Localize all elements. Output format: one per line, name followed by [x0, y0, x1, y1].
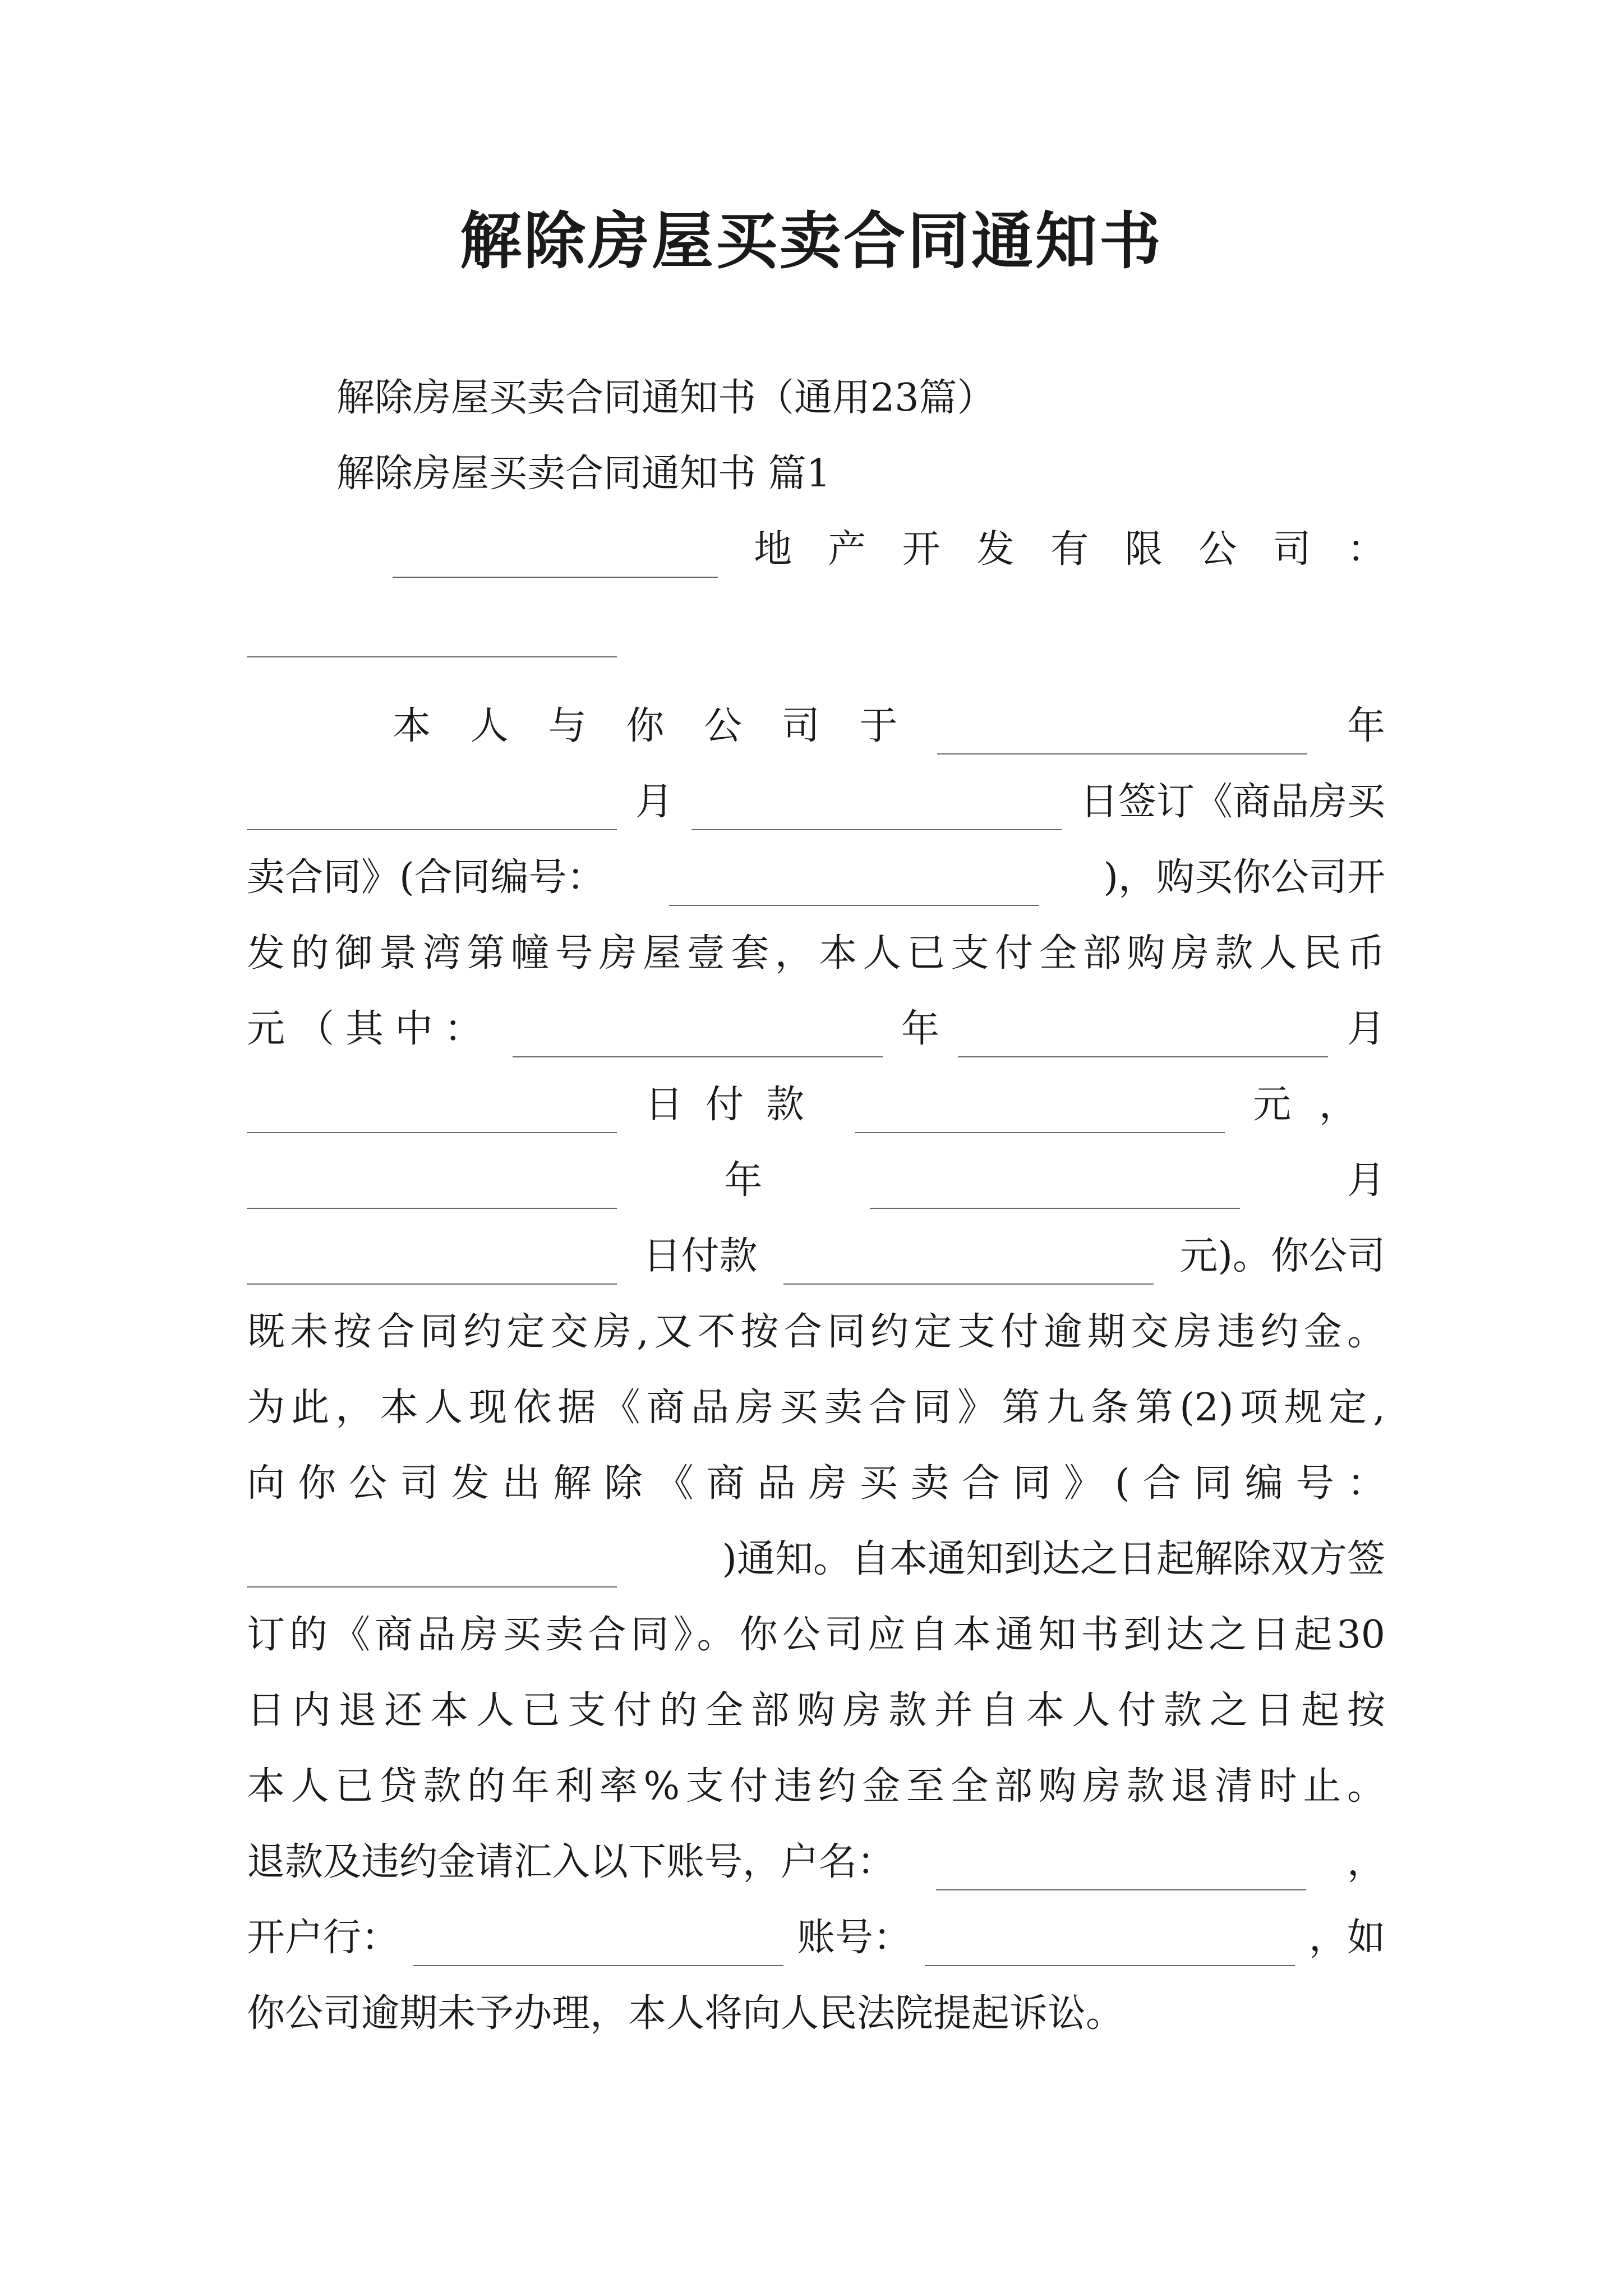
company-name-blank: [393, 543, 718, 578]
body-text: 元)。你公司: [1179, 1234, 1385, 1278]
body-line-2: [247, 774, 1385, 830]
body-char: 于: [859, 704, 898, 748]
body-text: 账号：: [796, 1916, 911, 1960]
body-text: 年: [724, 1158, 763, 1203]
addressee-char: 限: [1124, 527, 1163, 572]
payment1-amount-blank: [855, 1098, 1225, 1133]
addressee-name-blank: [247, 623, 617, 657]
body-text: )，购买你公司开: [1103, 855, 1385, 900]
addressee-line: [393, 522, 1385, 578]
payment1-month-blank: [958, 1023, 1328, 1057]
body-text: 年: [901, 1007, 939, 1051]
body-text: 日付款: [643, 1234, 758, 1278]
payment1-day-blank: [247, 1098, 617, 1133]
account-number-blank: [925, 1931, 1295, 1966]
body-text: 月: [1347, 1158, 1385, 1203]
document-subtitle: 解除房屋买卖合同通知书（通用23篇）: [336, 376, 995, 420]
body-text: 卖合同》(合同编号：: [247, 855, 605, 900]
body-line-4: 发的御景湾第幢号房屋壹套，本人已支付全部购房款人民币: [247, 931, 1385, 976]
payment1-year-blank: [513, 1023, 883, 1057]
addressee-char: 地: [754, 527, 792, 572]
body-char: 你: [626, 704, 665, 748]
body-text: 月: [1347, 1007, 1385, 1051]
addressee-char: 有: [1050, 527, 1089, 572]
body-line-1: [393, 698, 1385, 754]
contract-day-blank: [691, 795, 1062, 830]
contract-month-blank: [247, 795, 617, 830]
body-line-3: [247, 850, 1385, 906]
contract-year-blank: [937, 720, 1307, 754]
body-text: 月: [635, 780, 674, 824]
body-char: 司: [781, 704, 820, 748]
body-line-11: 向你公司发出解除《商品房买卖合同》(合同编号：: [247, 1461, 1385, 1506]
termination-contract-number-blank: [247, 1553, 617, 1588]
body-line-17: [247, 1910, 1385, 1966]
account-holder-blank: [936, 1856, 1306, 1890]
body-line-5: [247, 1001, 1385, 1057]
addressee-char: 司: [1272, 527, 1311, 572]
payment2-year-blank: [247, 1174, 617, 1209]
addressee-char: 开: [902, 527, 940, 572]
body-line-14: 日内退还本人已支付的全部购房款并自本人付款之日起按: [247, 1688, 1385, 1733]
body-line-6: [247, 1077, 1385, 1133]
body-char: 公: [704, 704, 743, 748]
body-text: 日付款: [644, 1083, 827, 1127]
addressee-char: 公: [1198, 527, 1237, 572]
body-text: ，如: [1308, 1916, 1385, 1960]
body-text: 退款及违约金请汇入以下账号，户名：: [247, 1840, 896, 1884]
bank-name-blank: [413, 1931, 783, 1966]
body-line-18: 你公司逾期未予办理，本人将向人民法院提起诉讼。: [247, 1991, 1124, 2036]
body-char: 本: [393, 704, 431, 748]
body-line-16: [247, 1834, 1385, 1890]
body-text: 日签订《商品房买: [1080, 780, 1385, 824]
body-line-10: 为此，本人现依据《商品房买卖合同》第九条第(2)项规定,: [247, 1386, 1385, 1430]
body-text: ，: [1347, 1840, 1385, 1884]
body-line-15: 本人已贷款的年利率%支付违约金至全部购房款退清时止。: [247, 1764, 1385, 1809]
body-text: 元，: [1252, 1083, 1385, 1127]
contract-number-blank: [669, 871, 1039, 906]
addressee-char: 发: [976, 527, 1015, 572]
payment2-month-blank: [870, 1174, 1240, 1209]
body-char: 人: [470, 704, 509, 748]
body-text: 元（其中：: [247, 1007, 494, 1051]
body-line-7: [247, 1153, 1385, 1209]
body-char: 与: [548, 704, 587, 748]
addressee-char: 产: [828, 527, 866, 572]
document-title: 解除房屋买卖合同通知书: [460, 205, 1163, 277]
body-line-9: 既未按合同约定交房,又不按合同约定支付逾期交房违约金。: [247, 1310, 1385, 1354]
section-heading: 解除房屋买卖合同通知书 篇1: [336, 452, 831, 496]
payment2-amount-blank: [783, 1250, 1154, 1285]
addressee-name-line: [247, 617, 617, 673]
body-line-12: [247, 1531, 1385, 1588]
body-char: 年: [1347, 704, 1385, 748]
payment2-day-blank: [247, 1250, 617, 1285]
body-text: )通知。自本通知到达之日起解除双方签: [722, 1537, 1385, 1581]
addressee-char: ：: [1347, 527, 1385, 572]
body-line-8: [247, 1228, 1385, 1285]
body-line-13: 订的《商品房买卖合同》。你公司应自本通知书到达之日起30: [247, 1613, 1385, 1657]
body-text: 开户行：: [247, 1916, 400, 1960]
